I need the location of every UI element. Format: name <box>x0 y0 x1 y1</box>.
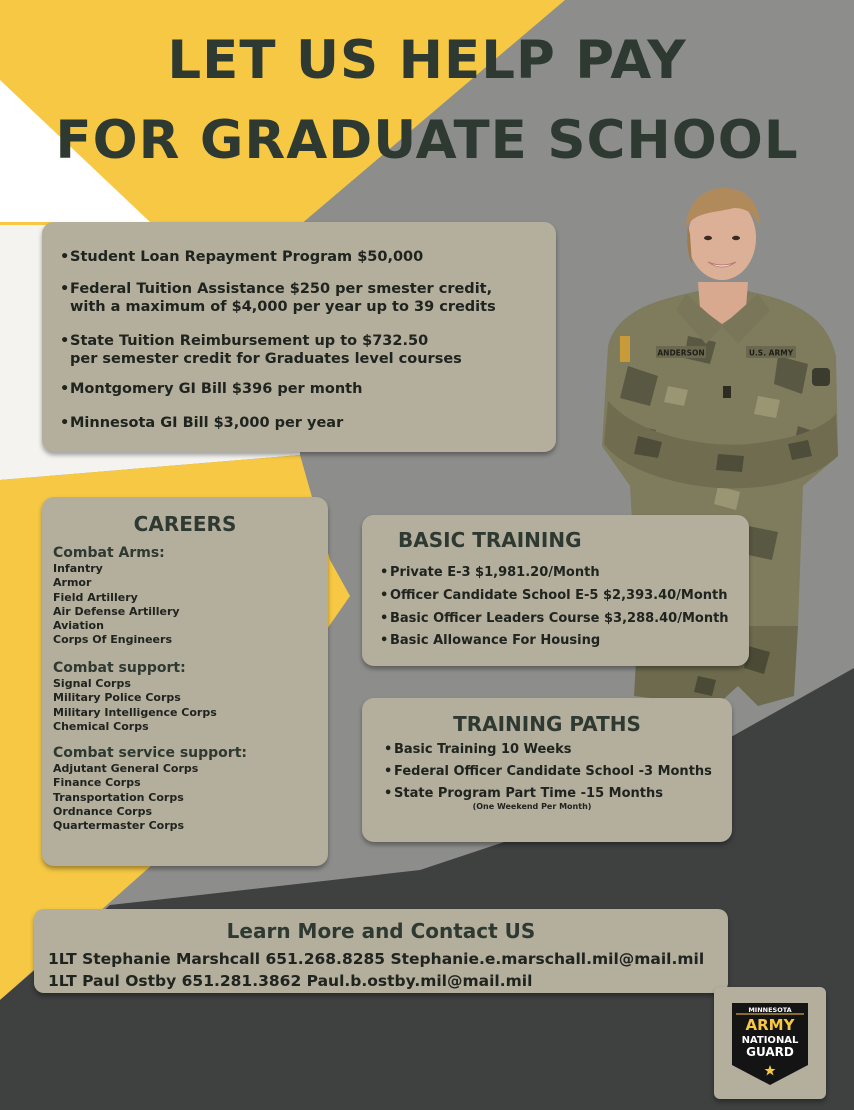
careers-heading: CAREERS <box>133 512 237 536</box>
career-item: Finance Corps <box>53 776 141 790</box>
career-item: Quartermaster Corps <box>53 819 185 833</box>
training-path-note: (One Weekend Per Month) <box>472 802 592 811</box>
career-item: Signal Corps <box>53 677 131 690</box>
army-national-guard-logo <box>714 987 826 1099</box>
headline-line-1: LET US HELP PAY <box>167 30 687 91</box>
basic-training-item: • Basic Allowance For Housing <box>380 633 600 649</box>
career-item: Aviation <box>53 619 104 633</box>
logo-national: NATIONAL <box>741 1035 799 1046</box>
soldier-photo <box>598 186 844 756</box>
career-item: Corps Of Engineers <box>53 633 172 647</box>
careers-panel <box>42 497 328 866</box>
training-paths-panel <box>362 698 732 842</box>
career-item: Field Artillery <box>53 590 138 604</box>
contact-heading: Learn More and Contact US <box>226 919 536 943</box>
career-group-combat-service-support <box>53 745 323 833</box>
logo-state: MINNESOTA <box>748 1006 792 1014</box>
logo-panel <box>714 987 826 1099</box>
contact-panel <box>34 909 728 993</box>
career-item: Infantry <box>53 562 103 575</box>
career-item: Armor <box>53 576 92 590</box>
career-item: Chemical Corps <box>53 719 149 733</box>
basic-training-panel <box>362 515 749 666</box>
training-path-item: • Basic Training 10 Weeks <box>384 742 572 758</box>
benefit-state-tuition: • State Tuition Reimbursement up to $732.50 per semester credit for Graduates level courses <box>60 332 550 368</box>
career-item: Adjutant General Corps <box>53 762 199 775</box>
career-group-title: Combat service support: <box>53 745 247 761</box>
training-paths-heading: TRAINING PATHS <box>453 712 641 736</box>
name-tape: ANDERSON <box>657 348 705 358</box>
training-path-item: • Federal Officer Candidate School -3 Months <box>384 764 712 780</box>
benefit-montgomery-gi: • Montgomery GI Bill $396 per month <box>60 380 550 398</box>
branch-tape: U.S. ARMY <box>748 348 794 358</box>
training-path-item: • State Program Part Time -15 Months <box>384 786 663 802</box>
basic-training-item: • Officer Candidate School E-5 $2,393.40/Month <box>380 588 728 604</box>
logo-guard: GUARD <box>746 1045 794 1059</box>
career-item: Military Intelligence Corps <box>53 705 217 719</box>
career-item: Ordnance Corps <box>53 804 153 818</box>
basic-training-item: • Basic Officer Leaders Course $3,288.40/Month <box>380 611 729 627</box>
career-group-combat-support <box>53 660 323 734</box>
career-item: Transportation Corps <box>53 790 184 804</box>
benefit-student-loan: • Student Loan Repayment Program $50,000 <box>60 248 550 266</box>
contact-line-ostby: 1LT Paul Ostby 651.281.3862 Paul.b.ostby.mil@mail.mil <box>48 972 533 990</box>
career-item: Military Police Corps <box>53 691 181 705</box>
headline-line-2: FOR GRADUATE SCHOOL <box>55 110 799 171</box>
career-group-combat-arms <box>53 545 323 648</box>
contact-line-marschall: 1LT Stephanie Marshcall 651.268.8285 Stephanie.e.marschall.mil@mail.mil <box>48 950 705 968</box>
career-group-title: Combat support: <box>53 660 186 676</box>
benefit-federal-tuition: • Federal Tuition Assistance $250 per smester credit, with a maximum of $4,000 per year up to 39 credits <box>60 280 550 316</box>
basic-training-heading: BASIC TRAINING <box>398 528 582 552</box>
logo-army: ARMY <box>745 1016 795 1034</box>
benefits-panel <box>42 222 556 452</box>
career-group-title: Combat Arms: <box>53 545 165 561</box>
basic-training-item: • Private E-3 $1,981.20/Month <box>380 565 600 581</box>
career-item: Air Defense Artillery <box>53 604 180 618</box>
benefit-minnesota-gi: • Minnesota GI Bill $3,000 per year <box>60 414 550 432</box>
